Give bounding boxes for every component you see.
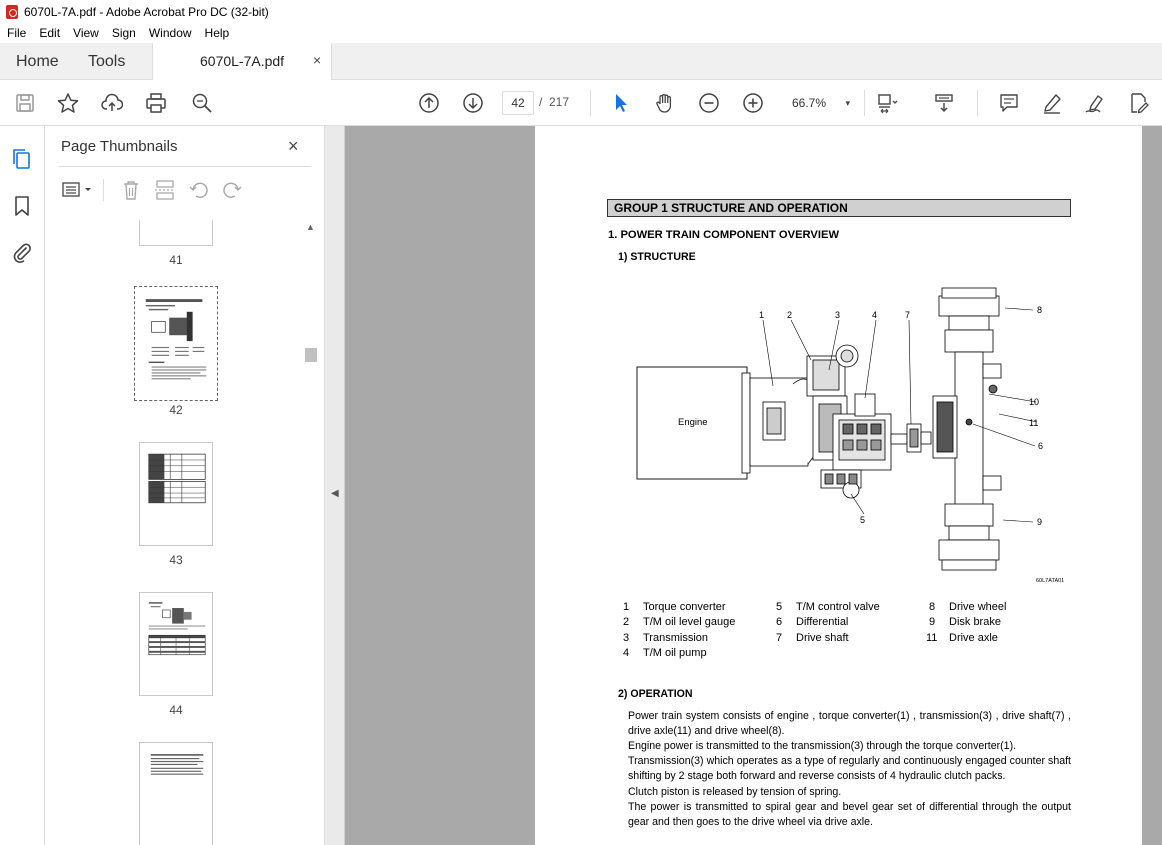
zoom-out-icon[interactable] (697, 91, 721, 115)
thumbnail-label: 41 (169, 253, 183, 267)
legend-num: 5 (776, 601, 783, 613)
toolbar-divider (977, 90, 978, 116)
menu-window[interactable]: Window (148, 26, 192, 40)
callout-6: 6 (1038, 441, 1044, 451)
left-navigation-rail (0, 126, 45, 845)
menu-view[interactable]: View (73, 26, 99, 40)
page-number-input[interactable]: 42 (502, 91, 534, 115)
legend-num: 1 (623, 601, 630, 613)
fit-page-icon[interactable] (876, 91, 900, 115)
save-icon[interactable] (13, 91, 37, 115)
thumbnail-label: 43 (169, 553, 183, 567)
bookmark-star-icon[interactable] (56, 91, 80, 115)
legend-num: 8 (929, 601, 936, 613)
pdf-page (535, 126, 1142, 845)
legend-text: Disk brake (949, 616, 1001, 628)
page-thumbnail-42[interactable] (134, 286, 218, 401)
tab-bar (0, 43, 1162, 80)
comment-icon[interactable] (997, 91, 1021, 115)
thumbnail-label: 42 (169, 403, 183, 417)
extract-pages-icon[interactable] (154, 179, 176, 201)
menu-file[interactable]: File (7, 26, 27, 40)
divider (103, 179, 104, 201)
scroll-up-icon[interactable]: ▲ (306, 222, 315, 232)
rotate-right-icon[interactable] (221, 179, 243, 201)
legend-text: Drive wheel (949, 601, 1007, 613)
acrobat-pdf-icon (6, 5, 18, 19)
window-title: 6070L-7A.pdf - Adobe Acrobat Pro DC (32-bit) (24, 4, 269, 19)
operation-paragraph: Transmission(3) which operates as a type of regularly and continuously engaged counter shaft shifting by 2 stage both forward and reverse consists of 4 hydraulic clutch packs. (628, 755, 1071, 783)
legend-num: 7 (776, 632, 783, 644)
menu-bar (0, 23, 1162, 43)
scroll-mode-icon[interactable] (932, 91, 956, 115)
title-bar (0, 0, 1162, 23)
section-title: 1. POWER TRAIN COMPONENT OVERVIEW (608, 229, 840, 241)
page-separator: / (539, 95, 543, 109)
callout-2: 2 (787, 310, 793, 320)
panel-collapse-handle[interactable] (325, 126, 345, 845)
page-thumbnail-43[interactable] (139, 442, 213, 546)
legend-text: T/M oil pump (643, 647, 707, 659)
callout-7: 7 (905, 310, 911, 320)
menu-sign[interactable]: Sign (111, 26, 136, 40)
legend-text: Drive shaft (796, 632, 849, 644)
print-icon[interactable] (144, 91, 168, 115)
close-tab-icon[interactable]: × (313, 52, 322, 68)
legend-num: 2 (623, 616, 630, 628)
edit-pdf-icon[interactable] (1127, 91, 1151, 115)
thumbnails-panel (45, 126, 325, 845)
zoom-search-icon[interactable] (190, 91, 214, 115)
transmission-assembly (750, 345, 891, 498)
drive-shaft (891, 424, 931, 452)
select-cursor-icon[interactable] (609, 91, 633, 115)
legend-num: 9 (929, 616, 936, 628)
thumbnail-label: 44 (169, 703, 183, 717)
callout-5: 5 (860, 515, 866, 525)
legend-num: 3 (623, 632, 630, 644)
panel-title: Page Thumbnails (61, 138, 178, 155)
total-pages: 217 (549, 95, 570, 109)
toolbar (0, 80, 1162, 126)
tab-home[interactable]: Home (16, 53, 59, 70)
toolbar-divider (864, 90, 865, 116)
operation-paragraph: The power is transmitted to spiral gear and bevel gear set of differential through the output gear and then goes to the drive wheel via drive axle. (628, 801, 1071, 829)
zoom-level-select[interactable] (784, 91, 858, 115)
tab-tools[interactable]: Tools (88, 53, 126, 70)
rotate-left-icon[interactable] (188, 179, 210, 201)
figure-code: 60L7ATA01 (1036, 578, 1065, 584)
callout-11: 11 (1029, 418, 1039, 428)
document-viewport[interactable] (325, 126, 1162, 845)
bookmarks-icon[interactable] (10, 194, 34, 218)
engine-label: Engine (678, 417, 708, 428)
legend-text: Differential (796, 616, 849, 628)
scrollbar-thumb[interactable] (305, 348, 317, 362)
callout-8: 8 (1037, 305, 1043, 315)
toolbar-divider (590, 90, 591, 116)
callout-10: 10 (1029, 397, 1040, 407)
close-panel-icon[interactable]: × (288, 136, 299, 156)
menu-help[interactable]: Help (204, 26, 230, 40)
highlight-pen-icon[interactable] (1040, 91, 1064, 115)
collapse-arrow-icon[interactable]: ◀ (331, 488, 339, 499)
legend-num: 6 (776, 616, 783, 628)
legend-text: T/M control valve (796, 601, 880, 613)
callout-9: 9 (1037, 517, 1043, 527)
legend-text: T/M oil level gauge (643, 616, 736, 628)
zoom-in-icon[interactable] (741, 91, 765, 115)
legend-num: 4 (623, 647, 630, 659)
legend-text: Torque converter (643, 601, 726, 613)
attachments-paperclip-icon[interactable] (10, 240, 34, 264)
page-thumbnail-45[interactable] (139, 742, 213, 845)
thumbnail-options-icon[interactable] (61, 179, 95, 201)
next-page-icon[interactable] (461, 91, 485, 115)
group-header: GROUP 1 STRUCTURE AND OPERATION (607, 199, 1071, 217)
zoom-level-value: 66.7% (792, 96, 827, 110)
sign-pen-icon[interactable] (1083, 91, 1107, 115)
subsection-operation: 2) OPERATION (618, 688, 693, 700)
callout-3: 3 (835, 310, 841, 320)
legend-text: Transmission (643, 632, 708, 644)
callout-1: 1 (759, 310, 765, 320)
page-thumbnail-44[interactable] (139, 592, 213, 696)
upload-cloud-icon[interactable] (100, 91, 124, 115)
subsection-structure: 1) STRUCTURE (618, 251, 696, 263)
hand-tool-icon[interactable] (653, 91, 677, 115)
page-thumbnail-41[interactable] (139, 220, 213, 246)
previous-page-icon[interactable] (417, 91, 441, 115)
drive-axle (933, 288, 1001, 570)
page-thumbnails-icon[interactable] (10, 147, 34, 171)
legend-num: 11 (926, 632, 938, 644)
menu-edit[interactable]: Edit (39, 26, 61, 40)
power-train-diagram (633, 274, 1073, 586)
legend-text: Drive axle (949, 632, 998, 644)
tab-document[interactable] (152, 43, 332, 80)
operation-paragraph: Clutch piston is released by tension of spring. (628, 786, 842, 798)
thumbnails-scrollbar[interactable] (303, 220, 319, 845)
divider (59, 166, 311, 167)
document-tab-label: 6070L-7A.pdf (200, 53, 285, 69)
operation-paragraph: Power train system consists of engine , torque converter(1) , transmission(3) , drive shaft(7) , drive axle(11) and drive wheel(8). (628, 710, 1071, 738)
chevron-down-icon: ▾ (845, 98, 850, 108)
operation-paragraph: Engine power is transmitted to the transmission(3) through the torque converter(1). (628, 740, 1017, 752)
callout-4: 4 (872, 310, 878, 320)
delete-page-icon[interactable] (120, 179, 142, 201)
